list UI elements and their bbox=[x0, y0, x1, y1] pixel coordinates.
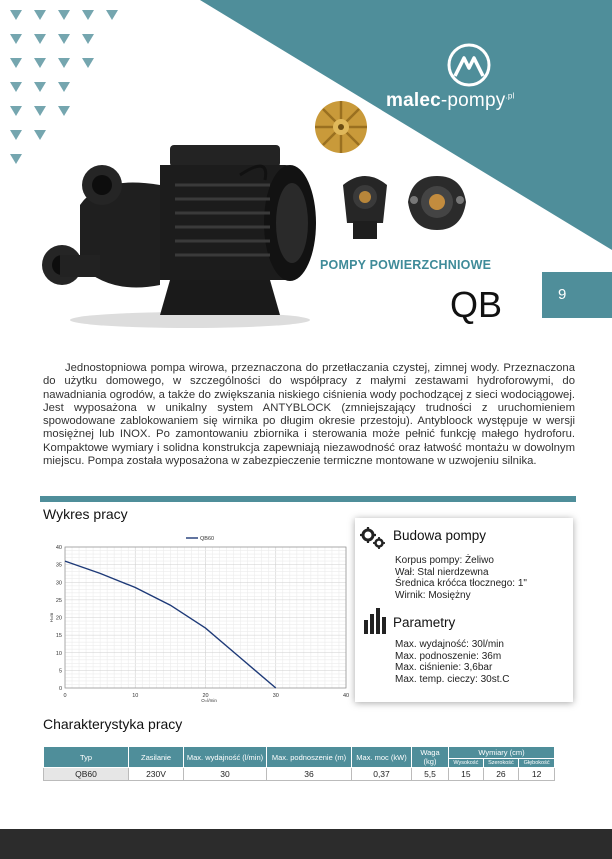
performance-chart bbox=[44, 530, 354, 702]
bar-chart-icon bbox=[364, 608, 386, 634]
cell-glebokosc: 12 bbox=[519, 768, 555, 781]
brand-logo bbox=[386, 90, 515, 112]
product-category: POMPY POWIERZCHNIOWE bbox=[320, 258, 492, 272]
y-axis-label: H=m bbox=[49, 612, 54, 623]
parameters-title: Parametry bbox=[393, 615, 456, 630]
section-divider bbox=[40, 496, 576, 502]
y-tick-label: 35 bbox=[55, 562, 62, 569]
y-tick-label: 0 bbox=[58, 686, 62, 692]
cell-moc: 0,37 bbox=[352, 768, 412, 781]
x-tick-label: 10 bbox=[132, 693, 139, 699]
col-podnoszenie: Max. podnoszenie (m) bbox=[267, 747, 352, 768]
x-tick-label: 40 bbox=[342, 693, 350, 699]
product-description: Jednostopniowa pompa wirowa, przeznaczona do przetłaczania czystej, zimnej wody. Przeznaczona do użytku domowego, w szczególności do współpracy z małymi zestawami hydroforowymi, do nawadniania ogrodów, a także do zwiększania niskiego ciśnienia wody pochodzącej z sieci wodociągowej. Jest wyposażona w unikalny system ANTYBLOCK (zmniejszający trudności z uruchomieniem spowodowane zablokowaniem się wirnika po długim okresie przestoju). Antybloock występuje w wersji mosiężnej lub INOX. Po zamontowaniu zbiornika i sterowania może pełnić funkcję małego hydroforu. Kompaktowe wymiary i solidna konstrukcja zapewniają niezawodność oraz łatwość montażu w dowolnym miejscu. Pompa została wyposażona w zabezpieczenie termiczne montowane w uzwojeniu silnika. bbox=[43, 362, 575, 468]
characteristics-title: Charakterystyka pracy bbox=[43, 716, 183, 732]
y-tick-label: 15 bbox=[55, 633, 62, 640]
cell-zasilanie: 230V bbox=[129, 768, 184, 781]
table-row bbox=[44, 768, 555, 781]
construction-item: Korpus pompy: Żeliwo bbox=[395, 555, 494, 566]
parameter-item: Max. temp. cieczy: 30st.C bbox=[395, 673, 510, 685]
characteristics-table bbox=[43, 746, 555, 781]
x-tick-label: 30 bbox=[272, 693, 279, 699]
info-card bbox=[355, 518, 573, 702]
construction-item: Wirnik: Mosiężny bbox=[395, 589, 471, 601]
x-axis-label: Q=l/min bbox=[201, 698, 217, 702]
col-szerokosc: Szerokość bbox=[483, 759, 518, 768]
y-tick-label: 20 bbox=[55, 615, 62, 622]
cell-typ: QB60 bbox=[44, 768, 129, 781]
construction-title: Budowa pompy bbox=[393, 528, 487, 543]
col-glebokosc: Głębokość bbox=[519, 759, 555, 768]
cell-podnoszenie: 36 bbox=[267, 768, 352, 781]
parameters-list bbox=[395, 639, 509, 685]
logo-rest: -pompy bbox=[440, 90, 506, 111]
parameter-item: Max. podnoszenie: 36m bbox=[395, 650, 502, 662]
logo-main: malec bbox=[386, 90, 441, 111]
construction-list bbox=[395, 555, 527, 601]
y-tick-label: 40 bbox=[55, 545, 62, 551]
parameter-item: Max. ciśnienie: 3,6bar bbox=[395, 662, 493, 673]
col-waga: Waga (kg) bbox=[412, 747, 449, 768]
page-number: 9 bbox=[542, 272, 612, 318]
model-name: QB bbox=[450, 284, 503, 325]
housing-part-image bbox=[335, 165, 395, 243]
logo-suffix: .pl bbox=[505, 91, 515, 101]
cell-wysokosc: 15 bbox=[449, 768, 484, 781]
col-zasilanie: Zasilanie bbox=[129, 747, 184, 768]
col-wydajnosc: Max. wydajność (l/min) bbox=[184, 747, 267, 768]
y-tick-label: 5 bbox=[58, 668, 62, 675]
y-tick-label: 30 bbox=[55, 580, 62, 587]
cell-szerokosc: 26 bbox=[483, 768, 518, 781]
col-typ: Typ bbox=[44, 747, 129, 768]
gears-icon bbox=[360, 527, 386, 549]
parameter-item: Max. wydajność: 30l/min bbox=[395, 639, 504, 650]
impeller-image bbox=[310, 96, 372, 158]
col-moc: Max. moc (kW) bbox=[352, 747, 412, 768]
y-tick-label: 25 bbox=[55, 597, 62, 604]
y-tick-label: 10 bbox=[55, 650, 62, 657]
legend-label: QB60 bbox=[200, 536, 215, 542]
construction-item: Średnica króćca tłocznego: 1" bbox=[395, 578, 527, 589]
x-tick-label: 0 bbox=[63, 693, 67, 699]
table-header-row bbox=[44, 747, 555, 759]
x-tick-label: 20 bbox=[202, 693, 209, 699]
col-wymiary: Wymiary (cm) bbox=[449, 747, 555, 759]
pump-image bbox=[40, 135, 330, 335]
housing-back-image bbox=[402, 170, 472, 238]
chart-section-title: Wykres pracy bbox=[43, 506, 128, 522]
footer-bar bbox=[0, 829, 612, 859]
construction-item: Wał: Stal nierdzewna bbox=[395, 566, 489, 578]
logo-icon bbox=[446, 42, 492, 88]
cell-waga: 5,5 bbox=[412, 768, 449, 781]
cell-wydajnosc: 30 bbox=[184, 768, 267, 781]
col-wysokosc: Wysokość bbox=[449, 759, 484, 768]
